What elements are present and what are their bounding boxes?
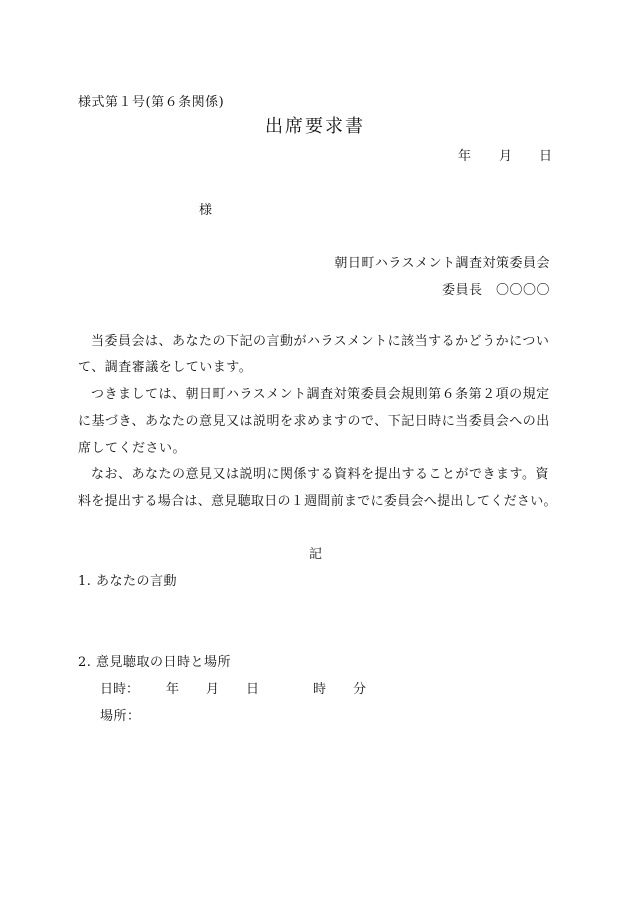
place-label: 場所：: [100, 709, 141, 724]
notes-heading: 記: [309, 547, 323, 562]
body-paragraph-2-line-2: に基づき、あなたの意見又は説明を求めますので、下記日時に当委員会への出: [78, 414, 550, 429]
form-number-label: 様式第１号(第６条関係): [78, 95, 225, 110]
body-paragraph-1-line-2: て、調査審議をしています。: [78, 360, 253, 375]
datetime-month-label: 月: [206, 682, 220, 697]
addressee-honorific: 様: [199, 203, 213, 218]
datetime-minute-label: 分: [353, 682, 367, 697]
sender-organization: 朝日町ハラスメント調査対策委員会: [334, 256, 550, 271]
document-title: 出席要求書: [265, 116, 365, 137]
datetime-label: 日時：: [100, 682, 140, 697]
body-paragraph-2-line-3: 席してください。: [78, 441, 187, 456]
datetime-year-label: 年: [166, 682, 180, 697]
body-paragraph-3-line-2: 料を提出する場合は、意見聴取日の１週間前までに委員会へ提出してください。: [78, 494, 557, 509]
sender-chair: 委員長 〇〇〇〇: [441, 283, 550, 298]
body-paragraph-2-line-1: つきましては、朝日町ハラスメント調査対策委員会規則第６条第２項の規定: [91, 387, 550, 402]
date-month-label: 月: [499, 149, 513, 164]
notes-item-1: 1. あなたの言動: [78, 574, 178, 589]
body-paragraph-1-line-1: 当委員会は、あなたの下記の言動がハラスメントに該当するかどうかについ: [91, 334, 550, 349]
date-day-label: 日: [539, 149, 553, 164]
datetime-day-label: 日: [246, 682, 260, 697]
datetime-hour-label: 時: [313, 682, 327, 697]
body-paragraph-3-line-1: なお、あなたの意見又は説明に関係する資料を提出することができます。資: [91, 467, 549, 482]
date-year-label: 年: [458, 149, 472, 164]
notes-item-2: 2. 意見聴取の日時と場所: [78, 655, 232, 670]
